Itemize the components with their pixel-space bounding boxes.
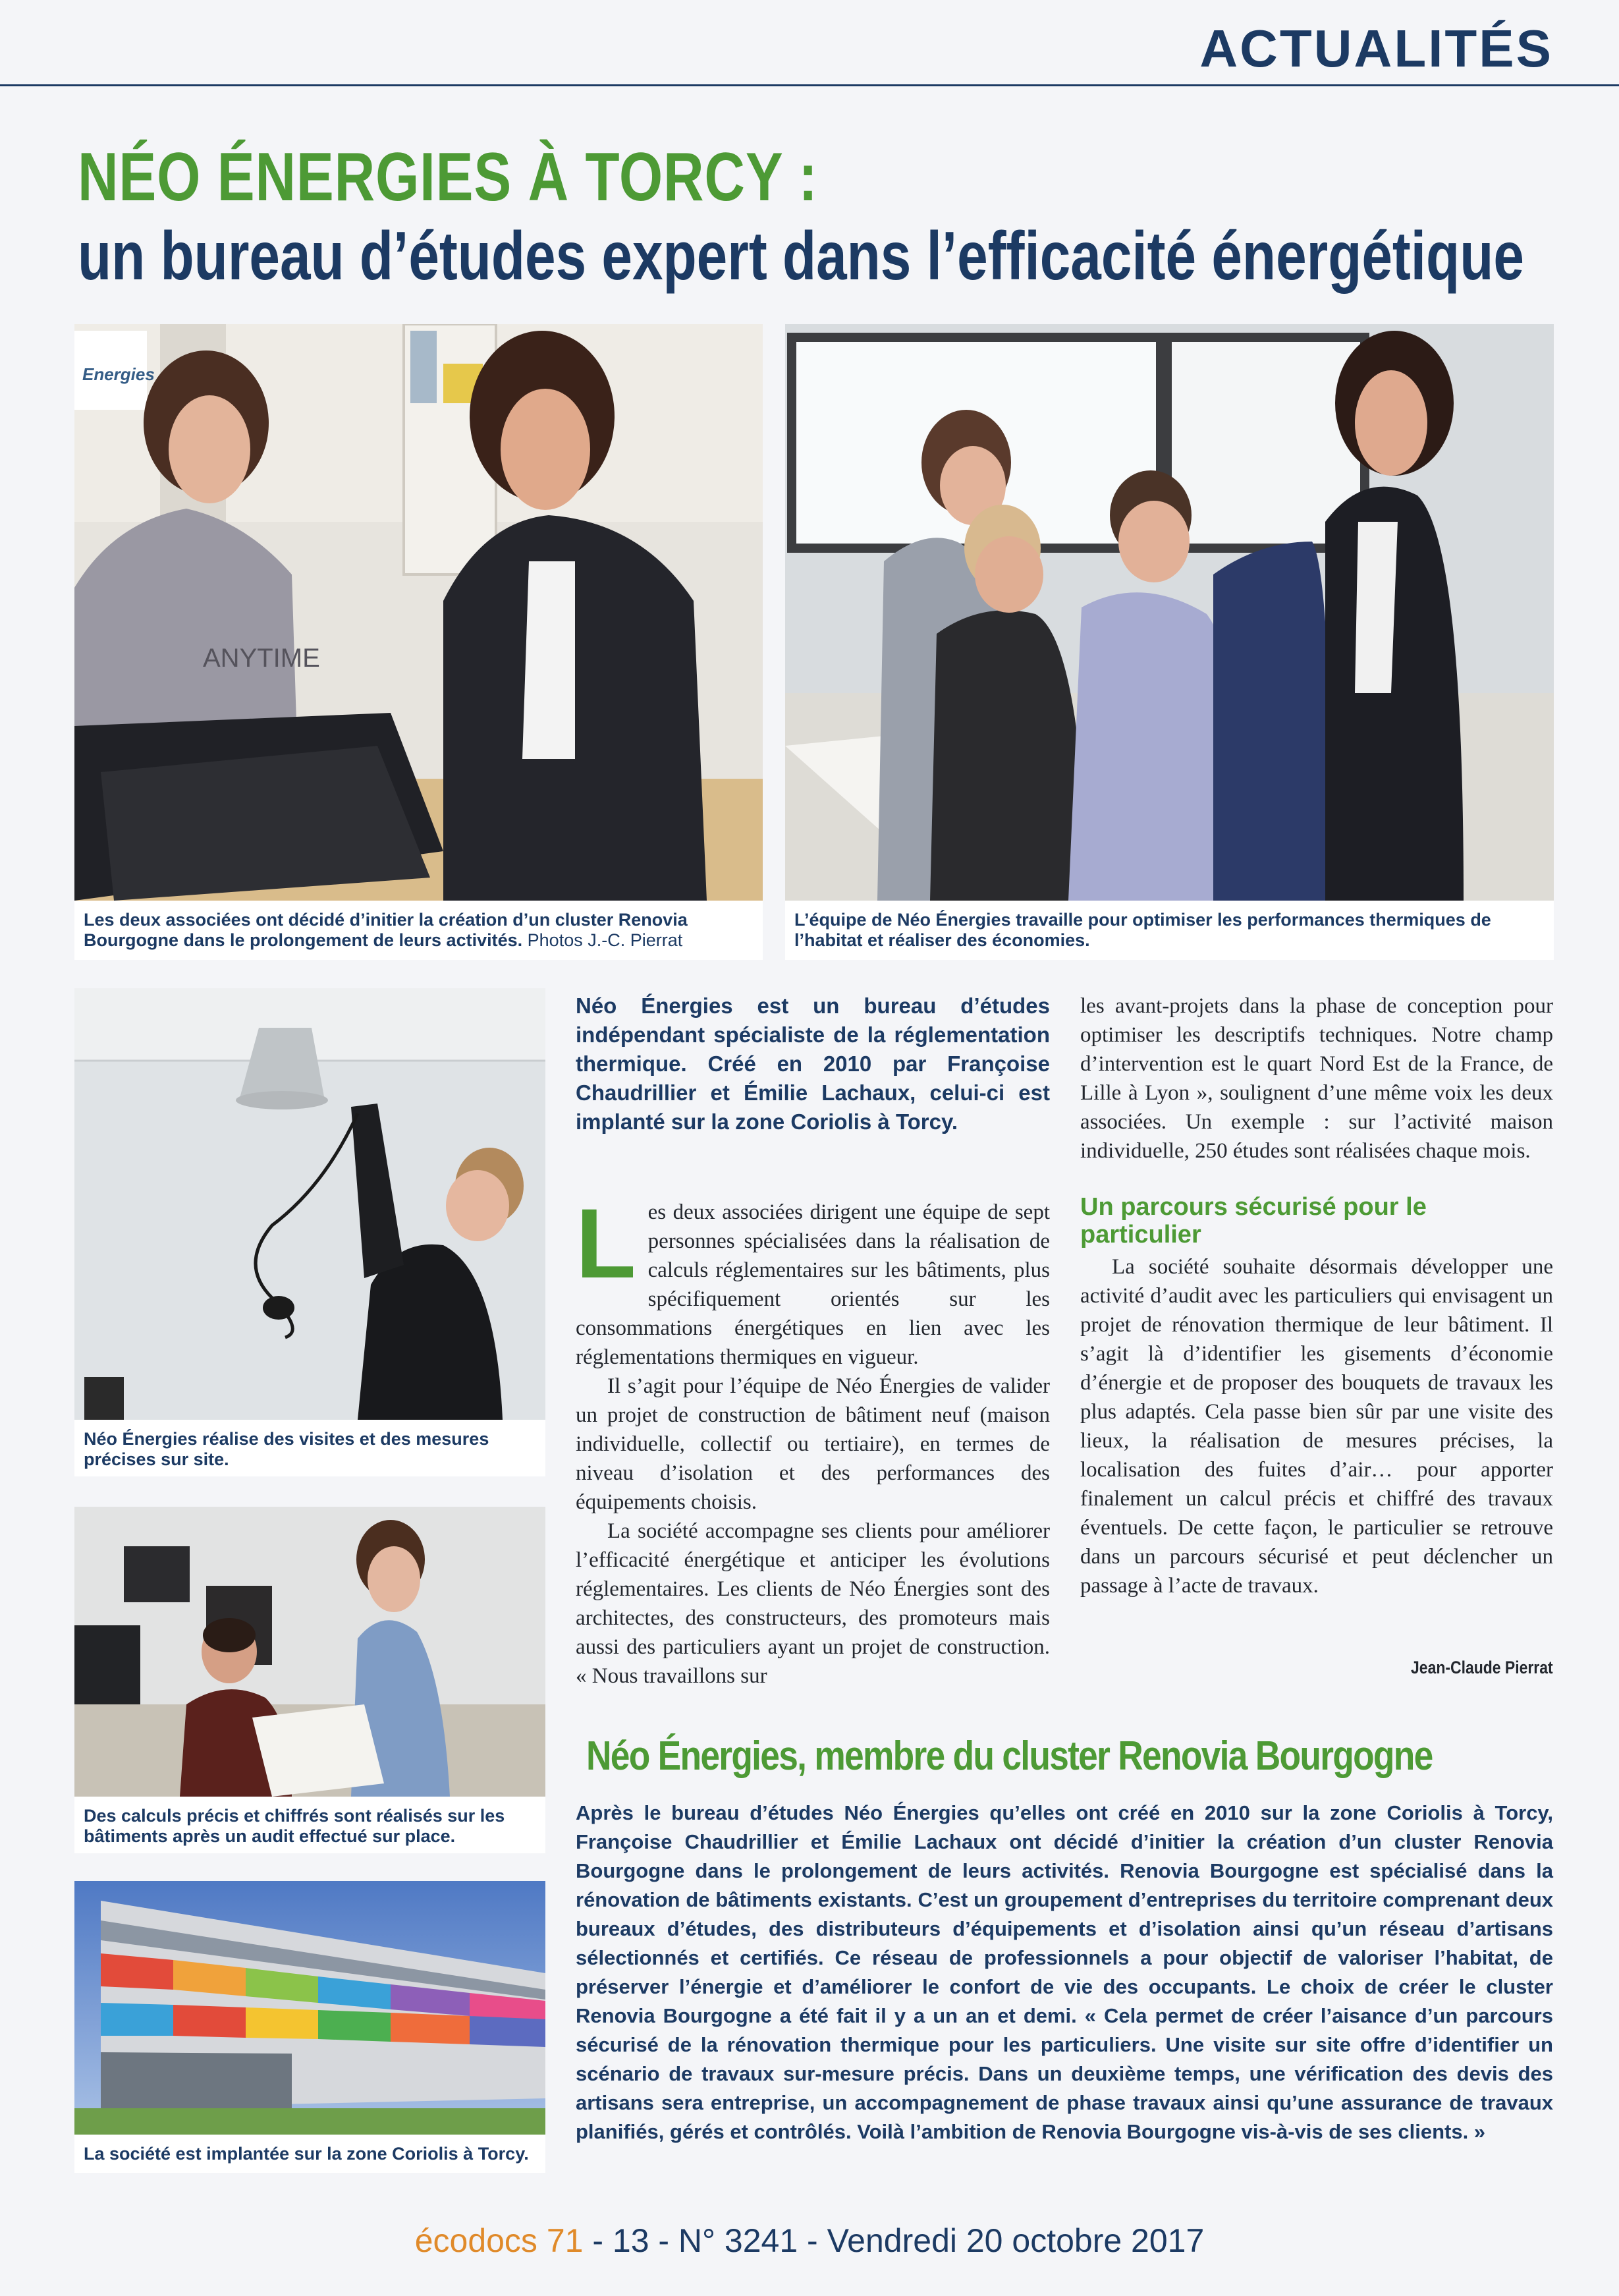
headline-main: NÉO ÉNERGIES À TORCY : [78, 139, 818, 215]
caption-measurements-text: Néo Énergies réalise des visites et des mesures précises sur site. [84, 1429, 489, 1469]
headline-sub: un bureau d’études expert dans l’efficacité énergétique [78, 218, 1524, 294]
article-column-2 [1080, 992, 1553, 1600]
article-paragraph-5: La société souhaite désormais développer une activité d’audit avec les particuliers qui envisagent un projet de rénovation thermique de leur bâtiment. Il s’agit là d’identifier les gisements d’économie d’énergie et de proposer des bouquets de travaux les plus adaptés. Cela passe bien sûr par une visite des lieux, la réalisation de mesures précises, la localisation des fuites d’air… pour apporter finalement un calcul précis et chiffré des travaux éventuels. De cette façon, le particulier se retrouve dans un parcours sécurisé et peut déclencher un passage à l’acte de travaux. [1080, 1255, 1553, 1598]
caption-associates [74, 901, 763, 960]
article-subheading: Un parcours sécurisé pour le particulier [1080, 1193, 1427, 1248]
article-paragraph-2: Il s’agit pour l’équipe de Néo Énergies de valider un projet de construction de bâtiment neuf (maison individuelle, collectif ou tertiaire), en termes de niveau d’isolation et des performances des équipements choisis. [576, 1374, 1050, 1514]
caption-team-text: L’équipe de Néo Énergies travaille pour optimiser les performances thermiques de l’habitat et réaliser des économies. [794, 910, 1491, 950]
shirt-text: ANYTIME [203, 644, 320, 673]
page-footer [0, 2222, 1619, 2260]
caption-calculations [74, 1797, 545, 1853]
caption-calculations-text: Des calculs précis et chiffrés sont réalisés sur les bâtiments après un audit effectué sur place. [84, 1806, 505, 1846]
header-divider [0, 84, 1619, 86]
caption-building-text: La société est implantée sur la zone Coriolis à Torcy. [84, 2144, 529, 2164]
section-label: ACTUALITÉS [1199, 19, 1553, 78]
article-author: Jean-Claude Pierrat [1411, 1658, 1553, 1677]
photo-measurements [74, 988, 545, 1420]
photo-calculations [74, 1507, 545, 1797]
caption-team [785, 901, 1554, 960]
energies-sign: Energies [82, 364, 155, 384]
article-lead: Néo Énergies est un bureau d’études indépendant spécialiste de la réglementation thermique. Créé en 2010 par Françoise Chaudrillier et Émilie Lachaux, celui-ci est implanté sur la zone Coriolis à Torcy. [576, 994, 1050, 1134]
photo-associates [74, 324, 763, 901]
article-column-1 [576, 1188, 1050, 1691]
caption-building [74, 2135, 545, 2173]
article-paragraph-1-text: es deux associées dirigent une équipe de sept personnes spécialisées dans la réalisation de calculs réglementaires sur les bâtiments, plus spécifiquement orientés sur les consommations énergétiques en lien avec les réglementations thermiques en vigueur. [576, 1200, 1050, 1369]
photo-credit: Photos J.-C. Pierrat [527, 930, 683, 950]
article-paragraph-3: La société accompagne ses clients pour améliorer l’efficacité énergétique et anticiper les évolutions réglementaires. Les clients de Néo Énergies sont des architectes, des constructeurs, des promoteurs mais aussi des particuliers ayant un projet de construction. « Nous travaillons sur [576, 1519, 1050, 1688]
article-paragraph-4: les avant-projets dans la phase de conception pour optimiser les descriptifs techniques. Notre champ d’intervention est le quart Nord Est de la France, de Lille à Lyon », soulignent d’une même voix les deux associées. Un exemple : sur l’activité maison individuelle, 250 études sont réalisées chaque mois. [1080, 994, 1553, 1163]
caption-measurements [74, 1420, 545, 1476]
drop-cap: L [576, 1188, 636, 1299]
footer-brand: écodocs 71 [414, 2222, 584, 2259]
photo-team [785, 324, 1554, 901]
box-heading: Néo Énergies, membre du cluster Renovia Bourgogne [586, 1733, 1433, 1779]
box-body: Après le bureau d’études Néo Énergies qu’elles ont créé en 2010 sur la zone Coriolis à Torcy, Françoise Chaudrillier et Émilie Lachaux ont décidé d’initier la création d’un cluster Renovia Bourgogne dans le prolongement de leurs activités. Renovia Bourgogne est spécialisé dans la rénovation de bâtiments existants. C’est un groupement d’entreprises du territoire comprenant deux bureaux d’études, des distributeurs d’équipements et d’isolation ainsi qu’un réseau d’artisans sélectionnés et certifiés. Ce réseau de professionnels a pour objectif de valoriser l’habitat, de préserver l’énergie et d’améliorer le confort de vie des occupants. Le choix de créer le cluster Renovia Bourgogne a été fait il y a un an et demi. « Cela permet de créer l’aisance d’un parcours sécurisé de la rénovation thermique pour les particuliers. Une visite sur site offre d’identifier un scénario de travaux sur-mesure précis. Dans un deuxième temps, une vérification des devis des artisans sera entreprise, un accompagnement de phase travaux ainsi qu’une assurance de travaux planifiés, gérés et contrôlés. Voilà l’ambition de Renovia Bourgogne vis-à-vis de ses clients. » [576, 1801, 1553, 2143]
photo-building [74, 1881, 545, 2135]
caption-associates-text: Les deux associées ont décidé d’initier la création d’un cluster Renovia Bourgogne dans le prolongement de leurs activités. [84, 910, 688, 950]
article-paragraph-1 [576, 1188, 1050, 1372]
footer-issue-info: - 13 - N° 3241 - Vendredi 20 octobre 2017 [583, 2222, 1205, 2259]
